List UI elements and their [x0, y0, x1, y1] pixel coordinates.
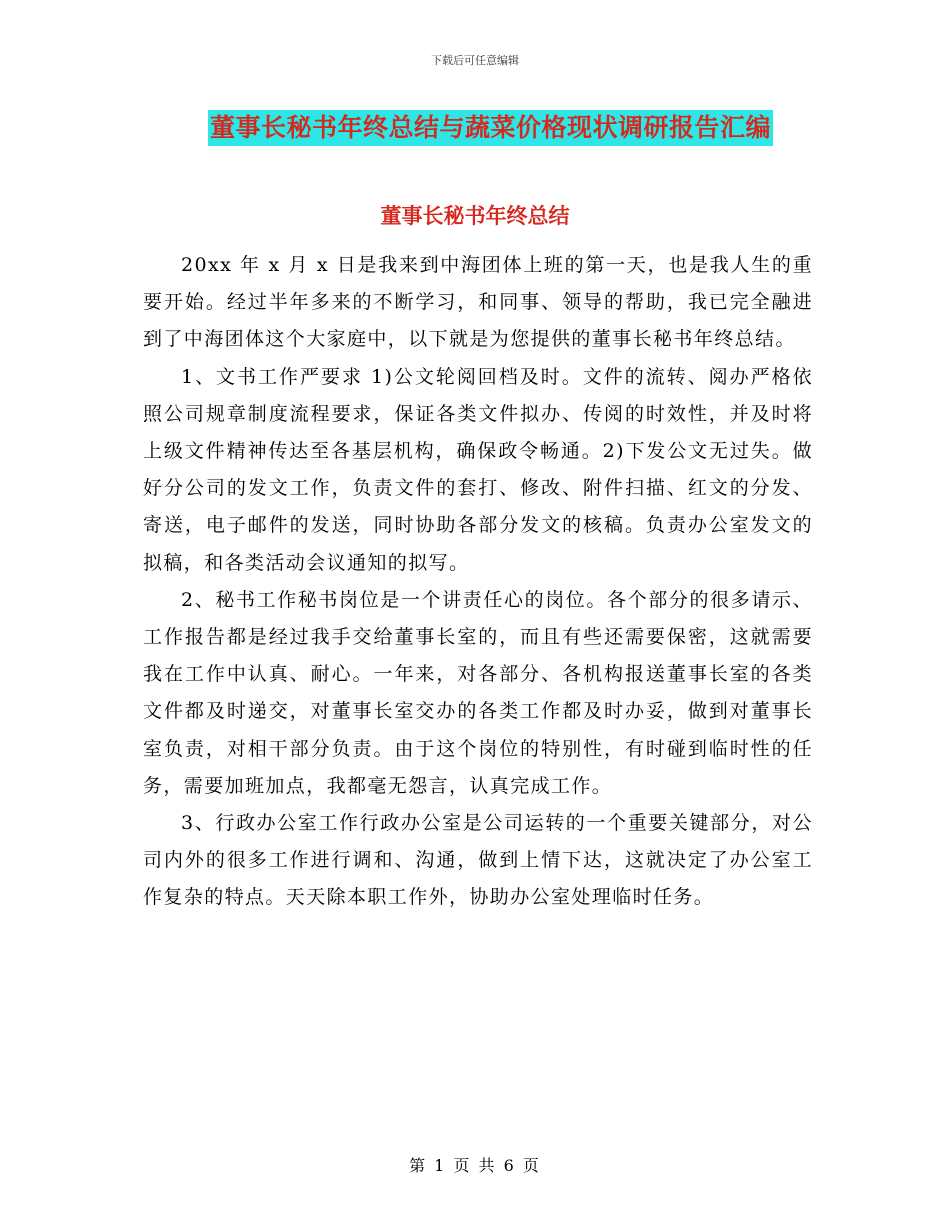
paragraph-admin-office-work: 3、行政办公室工作行政办公室是公司运转的一个重要关键部分，对公司内外的很多工作进行调和、沟通，做到上情下达，这就决定了办公室工作复杂的特点。天天除本职工作外，协助办公室处理临时任务。 [143, 812, 813, 909]
page-footer: 第 1 页 共 6 页 [409, 1156, 541, 1175]
header-note: 下载后可任意编辑 [431, 54, 519, 67]
document-body [143, 247, 813, 917]
section-title: 董事长秘书年终总结 [380, 203, 570, 228]
paragraph-secretary-work: 2、秘书工作秘书岗位是一个讲责任心的岗位。各个部分的很多请示、工作报告都是经过我手交给董事长室的，而且有些还需要保密，这就需要我在工作中认真、耐心。一年来，对各部分、各机构报送董事长室的各类文件都及时递交，对董事长室交办的各类工作都及时办妥，做到对董事长室负责，对相干部分负责。由于这个岗位的特别性，有时碰到临时性的任务，需要加班加点，我都毫无怨言，认真完成工作。 [143, 588, 813, 797]
paragraph-intro: 20xx 年 x 月 x 日是我来到中海团体上班的第一天，也是我人生的重要开始。经过半年多来的不断学习，和同事、领导的帮助，我已完全融进到了中海团体这个大家庭中，以下就是为您提供的董事长秘书年终总结。 [143, 254, 813, 351]
main-title: 董事长秘书年终总结与蔬菜价格现状调研报告汇编 [208, 110, 773, 146]
paragraph-document-work: 1、文书工作严要求 1)公文轮阅回档及时。文件的流转、阅办严格依照公司规章制度流程要求，保证各类文件拟办、传阅的时效性，并及时将上级文件精神传达至各基层机构，确保政令畅通。2)下发公文无过失。做好分公司的发文工作，负责文件的套打、修改、附件扫描、红文的分发、寄送，电子邮件的发送，同时协助各部分发文的核稿。负责办公室发文的拟稿，和各类活动会议通知的拟写。 [143, 365, 813, 574]
